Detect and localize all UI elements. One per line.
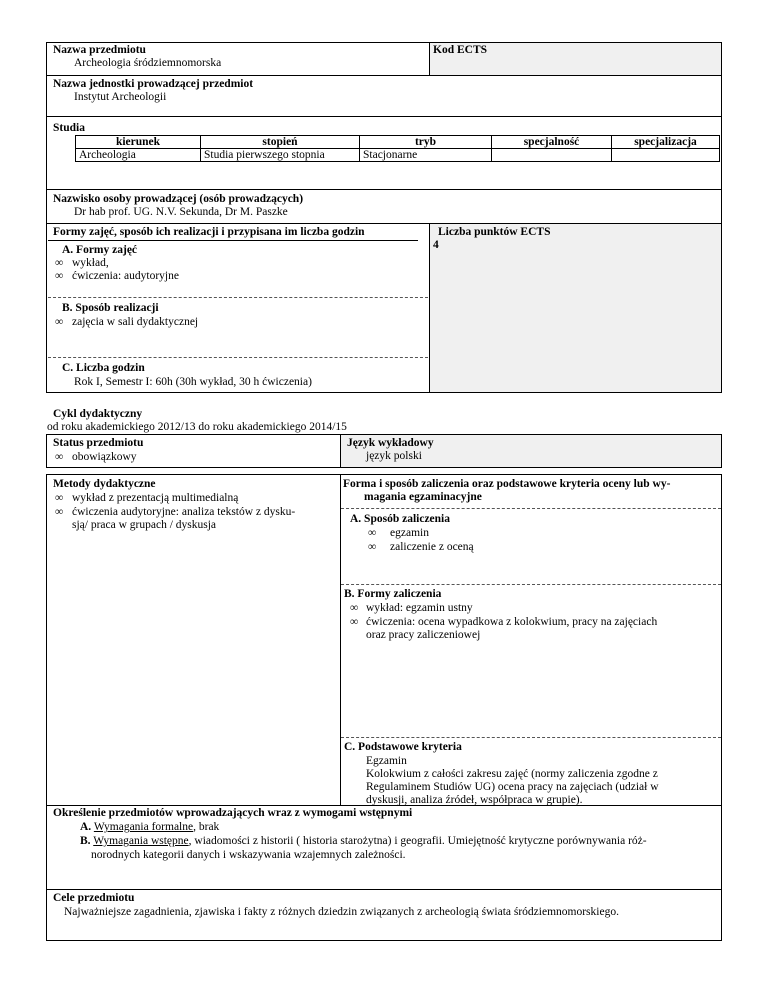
studies-value-specjalizacja xyxy=(612,149,720,162)
requirements-a-line xyxy=(80,821,219,834)
assessment-c-line-3: Regulaminem Studiów UG) ocena pracy na zajęciach (udział w xyxy=(366,781,659,793)
studies-header-tryb: tryb xyxy=(360,136,492,149)
forms-dash-2 xyxy=(48,357,428,358)
assessment-b-bullet-1: ∞ xyxy=(350,602,359,614)
status-value: obowiązkowy xyxy=(72,451,137,463)
forms-label: Formy zajęć, sposób ich realizacji i przypisana im liczba godzin xyxy=(53,226,365,238)
forms-b-item-1: zajęcia w sali dydaktycznej xyxy=(72,316,199,328)
lecturer-label: Nazwisko osoby prowadzącej (osób prowadzących) xyxy=(53,193,304,205)
methods-label: Metody dydaktyczne xyxy=(53,478,156,490)
assessment-c-label: C. Podstawowe kryteria xyxy=(344,741,462,753)
assessment-a-label: A. Sposób zaliczenia xyxy=(350,513,450,525)
studies-header-specjalnosc: specjalność xyxy=(492,136,612,149)
requirements-b-line-2: norodnych kategorii danych i wskazywania wzajemnych zależności. xyxy=(91,849,406,861)
assessment-b-item-2-line-2: oraz pracy zaliczeniowej xyxy=(366,629,481,641)
cycle-value: od roku akademickiego 2012/13 do roku akademickiego 2014/15 xyxy=(47,421,347,433)
goals-value: Najważniejsze zagadnienia, zjawiska i fakty z różnych dziedzin związanych z archeologią świata śródziemnomorskiego. xyxy=(64,906,619,918)
ects-code-label: Kod ECTS xyxy=(433,44,488,56)
status-bullet: ∞ xyxy=(55,451,64,463)
assessment-c-line-2: Kolokwium z całości zakresu zajęć (normy zaliczenia zgodne z xyxy=(366,768,658,780)
cycle-label: Cykl dydaktyczny xyxy=(53,408,143,420)
methods-item-2-line-2: sją/ praca w grupach / dyskusja xyxy=(72,519,217,531)
language-label: Język wykładowy xyxy=(347,437,434,449)
studies-value-specjalnosc xyxy=(492,149,612,162)
assessment-c-line-1: Egzamin xyxy=(366,755,407,767)
assessment-dash-2 xyxy=(341,584,721,585)
assessment-dash-1 xyxy=(341,508,721,509)
assessment-b-item-1: wykład: egzamin ustny xyxy=(366,602,473,614)
studies-value-stopien: Studia pierwszego stopnia xyxy=(201,149,360,162)
studies-label: Studia xyxy=(53,122,85,134)
forms-a-bullet-2: ∞ xyxy=(55,270,64,282)
studies-header-kierunek: kierunek xyxy=(76,136,201,149)
forms-c-label: C. Liczba godzin xyxy=(62,362,145,374)
forms-a-item-2: ćwiczenia: audytoryjne xyxy=(72,270,179,282)
assessment-label-line-2: magania egzaminacyjne xyxy=(364,491,482,503)
course-name-value: Archeologia śródziemnomorska xyxy=(74,57,222,69)
forms-a-bullet-1: ∞ xyxy=(55,257,64,269)
requirements-b-prefix: B. xyxy=(80,835,91,847)
requirements-a-prefix: A. xyxy=(80,821,92,833)
assessment-a-bullet-1: ∞ xyxy=(368,527,377,539)
studies-value-kierunek: Archeologia xyxy=(76,149,201,162)
studies-value-tryb: Stacjonarne xyxy=(360,149,492,162)
methods-item-1: wykład z prezentacją multimedialną xyxy=(72,492,239,504)
methods-item-2-line-1: ćwiczenia audytoryjne: analiza tekstów z dysku- xyxy=(72,506,296,518)
requirements-a-key: Wymagania formalne xyxy=(93,821,194,833)
ects-points-label: Liczba punktów ECTS xyxy=(438,226,551,238)
lecturer-value: Dr hab prof. UG. N.V. Sekunda, Dr M. Paszke xyxy=(74,206,288,218)
forms-b-bullet-1: ∞ xyxy=(55,316,64,328)
requirements-a-rest: , brak xyxy=(193,821,220,833)
status-label: Status przedmiotu xyxy=(53,437,144,449)
unit-label: Nazwa jednostki prowadzącej przedmiot xyxy=(53,78,254,90)
requirements-b-rest: , wiadomości z historii ( historia starożytna) i geografii. Umiejętność krytyczne porównywania róż- xyxy=(188,835,647,847)
studies-table xyxy=(75,135,720,162)
assessment-b-item-2-line-1: ćwiczenia: ocena wypadkowa z kolokwium, pracy na zajęciach xyxy=(366,616,658,628)
assessment-a-item-1: egzamin xyxy=(390,527,429,539)
requirements-label: Określenie przedmiotów wprowadzających wraz z wymogami wstępnymi xyxy=(53,807,413,819)
goals-label: Cele przedmiotu xyxy=(53,892,135,904)
forms-divider xyxy=(48,240,418,241)
methods-bullet-2: ∞ xyxy=(55,506,64,518)
requirements-b-line xyxy=(80,835,647,848)
forms-dash-1 xyxy=(48,297,428,298)
studies-header-stopien: stopień xyxy=(201,136,360,149)
forms-a-label: A. Formy zajęć xyxy=(62,244,138,256)
ects-points-value: 4 xyxy=(433,239,439,251)
assessment-dash-3 xyxy=(341,737,721,738)
assessment-b-label: B. Formy zaliczenia xyxy=(344,588,442,600)
requirements-b-key: Wymagania wstępne xyxy=(93,835,189,847)
assessment-a-bullet-2: ∞ xyxy=(368,541,377,553)
forms-b-label: B. Sposób realizacji xyxy=(62,302,159,314)
language-value: język polski xyxy=(366,450,422,462)
assessment-a-item-2: zaliczenie z oceną xyxy=(390,541,474,553)
assessment-c-line-4: dyskusji, analiza źródeł, współpraca w grupie). xyxy=(366,794,583,806)
studies-header-specjalizacja: specjalizacja xyxy=(612,136,720,149)
methods-bullet-1: ∞ xyxy=(55,492,64,504)
assessment-label-line-1: Forma i sposób zaliczenia oraz podstawowe kryteria oceny lub wy- xyxy=(343,478,671,490)
assessment-b-bullet-2: ∞ xyxy=(350,616,359,628)
course-name-label: Nazwa przedmiotu xyxy=(53,44,146,56)
ects-points-cell xyxy=(429,223,722,393)
forms-a-item-1: wykład, xyxy=(72,257,109,269)
forms-c-value: Rok I, Semestr I: 60h (30h wykład, 30 h ćwiczenia) xyxy=(74,376,312,388)
unit-value: Instytut Archeologii xyxy=(74,91,167,103)
